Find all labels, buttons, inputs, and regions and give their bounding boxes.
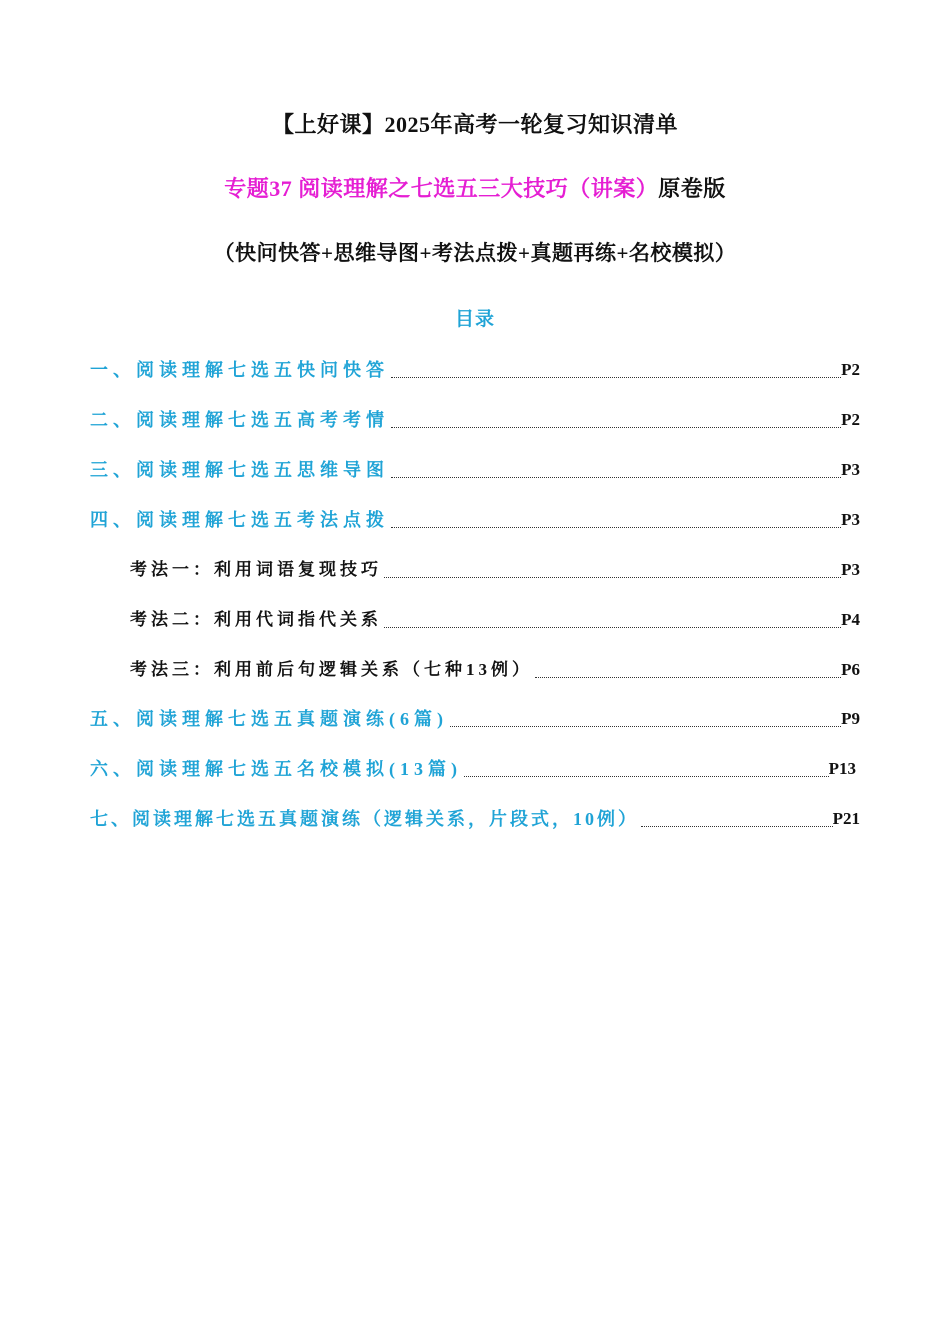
toc-item-label: 五、阅读理解七选五真题演练(6篇) — [90, 709, 448, 729]
toc-item-label: 考法二：利用代词指代关系 — [130, 610, 382, 629]
toc-leader-dots — [450, 725, 841, 727]
toc-item-3[interactable] — [90, 451, 860, 481]
toc-leader-dots — [391, 476, 841, 478]
document-title: 【上好课】2025年高考一轮复习知识清单 — [271, 112, 678, 137]
toc-leader-dots — [641, 825, 833, 827]
toc-item-label: 三、阅读理解七选五思维导图 — [90, 460, 389, 480]
toc-item-1[interactable] — [90, 351, 860, 381]
document-tagline: （快问快答+思维导图+考法点拨+真题再练+名校模拟） — [213, 241, 737, 265]
toc-leader-dots — [384, 576, 841, 578]
toc-item-label: 考法一：利用词语复现技巧 — [130, 560, 382, 579]
toc-item-label: 一、阅读理解七选五快问快答 — [90, 360, 389, 380]
toc-leader-dots — [535, 676, 841, 678]
toc-heading: 目录 — [454, 309, 495, 330]
toc-leader-dots — [391, 426, 841, 428]
toc-item-page: P2 — [841, 410, 860, 429]
toc-item-6[interactable] — [90, 750, 856, 780]
toc-leader-dots — [391, 526, 841, 528]
toc-item-page: P21 — [832, 809, 860, 828]
toc-item-page: P9 — [841, 709, 860, 728]
subtitle-topic: 专题37 阅读理解之七选五三大技巧（讲案） — [224, 176, 659, 201]
toc-item-page: P4 — [841, 610, 860, 629]
toc-item-page: P2 — [841, 360, 860, 379]
toc-item-5[interactable] — [90, 700, 860, 730]
toc-item-4[interactable] — [90, 501, 860, 531]
toc-item-2[interactable] — [90, 401, 860, 431]
toc-leader-dots — [384, 626, 841, 628]
toc-leader-dots — [464, 775, 829, 777]
toc-item-label: 二、阅读理解七选五高考考情 — [90, 410, 389, 430]
toc-subitem-2[interactable] — [130, 601, 860, 631]
toc-item-7[interactable] — [90, 800, 860, 830]
toc-item-label: 六、阅读理解七选五名校模拟(13篇) — [90, 759, 462, 779]
toc-item-page: P6 — [841, 660, 860, 679]
toc-item-label: 七、阅读理解七选五真题演练（逻辑关系，片段式，10例） — [90, 809, 639, 829]
toc-item-page: P3 — [841, 560, 860, 579]
subtitle-version: 原卷版 — [658, 176, 726, 201]
document-subtitle — [0, 172, 950, 203]
toc-item-page: P3 — [841, 510, 860, 529]
toc-subitem-3[interactable] — [130, 651, 860, 681]
toc-item-page: P13 — [828, 759, 856, 778]
toc-leader-dots — [391, 376, 841, 378]
toc-item-label: 四、阅读理解七选五考法点拨 — [90, 510, 389, 530]
toc-item-page: P3 — [841, 460, 860, 479]
toc-subitem-1[interactable] — [130, 551, 860, 581]
toc-item-label: 考法三：利用前后句逻辑关系（七种13例） — [130, 660, 533, 679]
